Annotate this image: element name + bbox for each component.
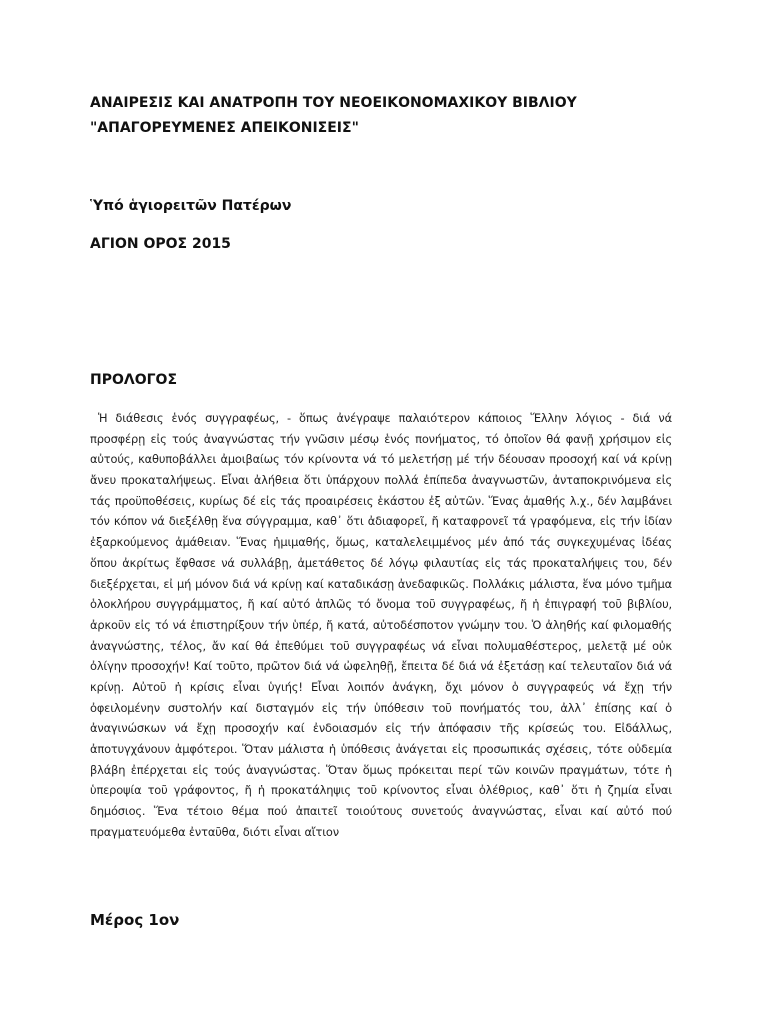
prologue-line: ὅπου ἀκρίτως ἔφθασε νά συλλάβῃ, ἀμετάθετος δέ λόγῳ φιλαυτίας εἰς τάς προκαταλήψεις του, δέν [90, 555, 672, 570]
prologue-line: ἀναγινώσκων νά ἔχῃ προσοχήν καί ἐνδοιασμόν εἰς τήν ἀπόφασιν τῆς κρίσεώς του. Εἰδάλλως, [90, 721, 672, 736]
prologue-line: ἀναγνώστης, τέλος, ἄν καί θά ἐπεθύμει τοῦ συγγραφέως νά εἶναι πολυμαθέστερος, μελετᾷ μέ οὐκ [90, 638, 672, 653]
author-line: Ὑπό ἁγιορειτῶν Πατέρων [90, 198, 292, 214]
prologue-line: βλάβη ἐπέρχεται εἰς τούς ἀναγνώστας. Ὅταν ὅμως πρόκειται περί τῶν κοινῶν πραγμάτων, τότε ἡ [90, 762, 672, 777]
prologue-line: πραγματευόμεθα ἐνταῦθα, διότι εἶναι αἴτιον [90, 824, 339, 839]
prologue-heading: ΠΡΟΛΟΓΟΣ [90, 372, 178, 388]
prologue-line: ἀρκοῦν εἰς τό νά ἐπιστηρίξουν τήν ὑπέρ, ἤ κατά, αὐτοδέσποτον γνώμην του. Ὁ ἀληθής καί φιλομαθής [90, 617, 672, 632]
prologue-line: προσφέρῃ εἰς τούς ἀναγνώστας τήν γνῶσιν μέσῳ ἑνός πονήματος, τό ὁποῖον θά φανῇ χρήσιμον εἰς [90, 431, 672, 446]
prologue-line: αὐτούς, καθυποβάλλει ἀμοιβαίως τόν κρίνοντα νά τό μελετήσῃ μέ τήν δέουσαν προσοχή καί νά κρίνῃ [90, 452, 672, 467]
prologue-line: τάς προϋποθέσεις, κυρίως δέ εἰς τάς προαιρέσεις ἑκάστου ἐξ αὐτῶν. Ἕνας ἀμαθής λ.χ., δέν λαμβάνει [90, 493, 672, 508]
prologue-line: ἐξαρκούμενος ἀμάθειαν. Ἕνας ἡμιμαθής, ὅμως, καταλελειμμένος μέν ἀπό τάς συγκεχυμένας ἰδέας [90, 535, 672, 550]
prologue-line: ἄνευ προκαταλήψεως. Εἶναι ἀλήθεια ὅτι ὑπάρχουν πολλά ἐπίπεδα ἀναγνωστῶν, ἀνταποκρινόμενα εἰς [90, 473, 672, 488]
prologue-line: κρίνῃ. Αὐτοῦ ἡ κρίσις εἶναι ὑγιής! Εἶναι λοιπόν ἀνάγκη, ὄχι μόνον ὁ συγγραφεύς νά ἔχῃ τήν [90, 679, 672, 694]
place-year-line: ΑΓΙΟΝ ΟΡΟΣ 2015 [90, 236, 231, 252]
prologue-line: ὑπεροψία τοῦ γράφοντος, ἤ ἡ προκατάληψις τοῦ κρίνοντος εἶναι ὀλέθριος, καθ᾿ ὅτι ἡ ζημία εἶναι [90, 783, 672, 798]
prologue-line: ὀφειλομένην συστολήν καί δισταγμόν εἰς τήν ὑπόθεσιν τοῦ πονήματός του, ἀλλ᾿ ἐπίσης καί ὁ [90, 700, 672, 715]
prologue-line: Ἡ διάθεσις ἑνός συγγραφέως, - ὅπως ἀνέγραψε παλαιότερον κάποιος Ἕλλην λόγιος - διά νά [98, 411, 672, 425]
document-title-line-2: "ΑΠΑΓΟΡΕΥΜΕΝΕΣ ΑΠΕΙΚΟΝΙΣΕΙΣ" [90, 120, 359, 136]
prologue-body [90, 408, 672, 842]
prologue-line: τόν κόπον νά διεξέλθῃ ἕνα σύγγραμμα, καθ᾿ ὅτι ἀδιαφορεῖ, ἤ καταφρονεῖ τά γραφόμενα, εἰς τήν ἰδίαν [90, 514, 672, 529]
document-title-line-1: ΑΝΑΙΡΕΣΙΣ ΚΑΙ ΑΝΑΤΡΟΠΗ ΤΟΥ ΝΕΟΕΙΚΟΝΟΜΑΧΙΚΟΥ ΒΙΒΛΙΟΥ [90, 95, 577, 111]
prologue-line: ὁλοκλήρου συγγράμματος, ἤ καί αὐτό ἁπλῶς τό ὄνομα τοῦ συγγραφέως, ἤ ἡ ἐπιγραφή τοῦ βιβλίου, [90, 597, 672, 612]
prologue-line: ὀλίγην προσοχήν! Καί τοῦτο, πρῶτον διά νά ὠφεληθῇ, ἔπειτα δέ διά νά ἐξετάσῃ καί τελευταῖον διά νά [90, 659, 672, 674]
part-heading: Μέρος 1ον [90, 911, 180, 929]
prologue-line: δημόσιος. Ἕνα τέτοιο θέμα πού ἀπαιτεῖ τοιούτους συνετούς ἀναγνώστας, εἶναι καί αὐτό πού [90, 804, 672, 819]
prologue-line: διεξέρχεται, εἰ μή μόνον διά νά κρίνῃ καί καταδικάσῃ ἀνεδαφικῶς. Πολλάκις μάλιστα, ἕνα μόνο τμῆμα [90, 576, 672, 591]
prologue-line: ἀποτυγχάνουν ἀμφότεροι. Ὅταν μάλιστα ἡ ὑπόθεσις ἀνάγεται εἰς προσωπικάς σχέσεις, τότε οὐδεμία [90, 742, 672, 756]
